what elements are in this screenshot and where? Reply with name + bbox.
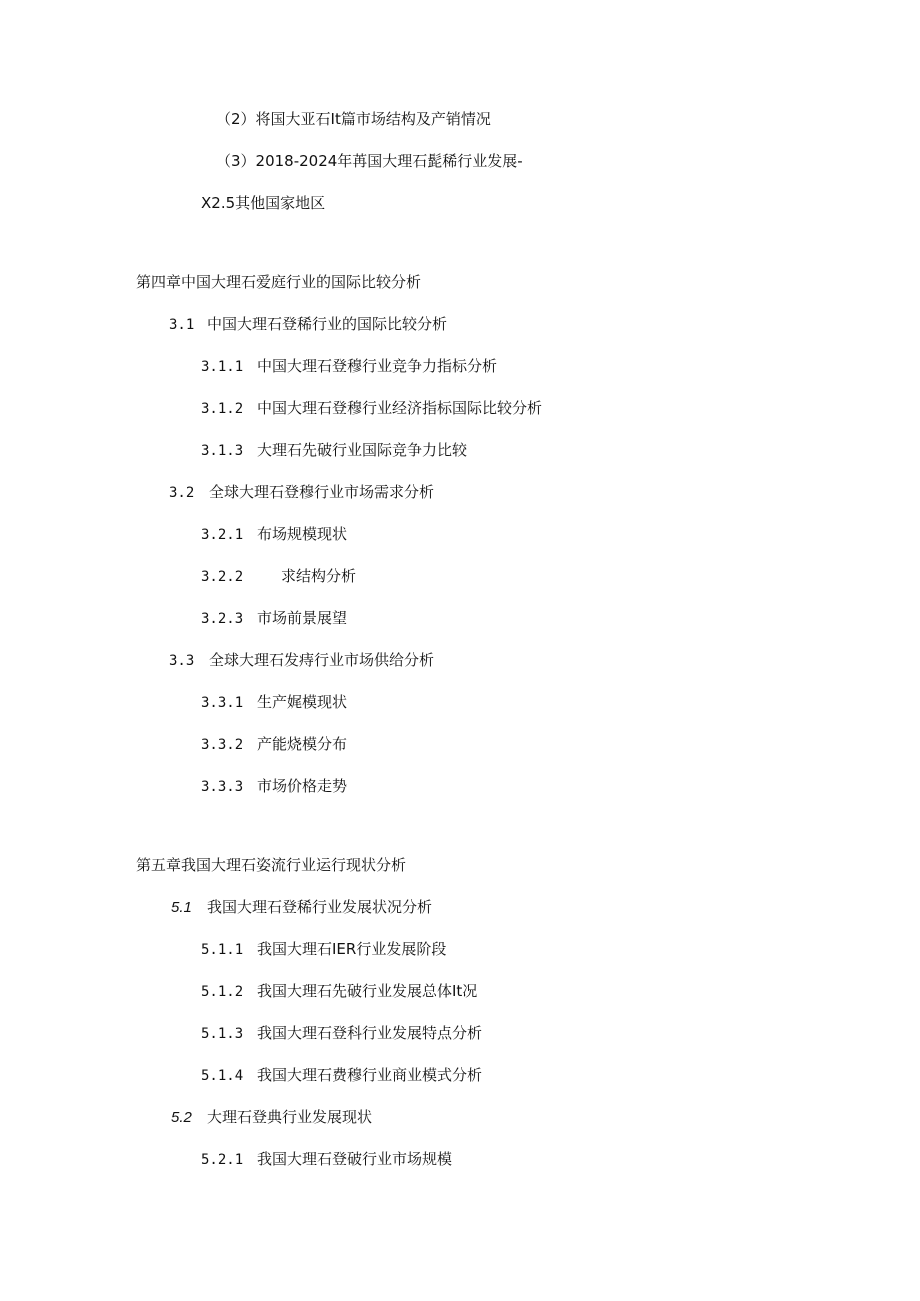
section-title: 中国大理石登穆行业经济指标国际比较分析 (257, 399, 543, 417)
section-3-2 (169, 482, 434, 503)
section-title: 全球大理石登穆行业市场需求分析 (209, 483, 435, 501)
section-number: 5.1.3 (201, 1026, 244, 1042)
section-number: 3.3.1 (201, 695, 244, 711)
toc-line-2 (216, 109, 491, 129)
section-number: 3.2.3 (201, 611, 244, 627)
section-3-1-2 (201, 398, 542, 419)
section-title: 中国大理石登稀行业的国际比较分析 (207, 315, 448, 333)
section-number: 3.1.2 (201, 401, 244, 417)
section-number: 3.3.2 (201, 737, 244, 753)
section-title: 生产娓模现状 (257, 693, 348, 711)
section-number: 5.1.4 (201, 1068, 244, 1084)
section-5-1-1 (201, 939, 446, 960)
toc-line-2-5 (201, 193, 325, 213)
section-number: 3.1.3 (201, 443, 244, 459)
section-number: 3.2 (169, 485, 195, 501)
section-number: 3.2.1 (201, 527, 244, 543)
section-number: 5.1.1 (201, 942, 244, 958)
chapter-5-title (136, 855, 406, 875)
toc-text: （3）2018-2024年苒国大理石髭稀行业发展- (216, 152, 523, 170)
section-3-2-1 (201, 524, 347, 545)
section-3-3-2 (201, 734, 347, 755)
section-5-1-4 (201, 1065, 482, 1086)
section-number: 5.2.1 (201, 1152, 244, 1168)
toc-text: 第五章我国大理石姿流行业运行现状分析 (136, 856, 407, 874)
section-title: 大理石登典行业发展现状 (207, 1108, 373, 1126)
section-number: 3.1 (169, 317, 195, 333)
section-title: 市场前景展望 (257, 609, 348, 627)
section-5-1-2 (201, 981, 477, 1002)
section-3-1 (169, 314, 447, 335)
toc-text: （2）将国大亚石It篇市场结构及产销情况 (216, 110, 491, 128)
section-3-3-3 (201, 776, 347, 797)
section-5-1-3 (201, 1023, 482, 1044)
section-5-2-1 (201, 1149, 452, 1170)
section-number: 5.1.2 (201, 984, 244, 1000)
section-title: 大理石先破行业国际竞争力比较 (257, 441, 468, 459)
section-title: 市场价格走势 (257, 777, 348, 795)
section-title: 中国大理石登穆行业竞争力指标分析 (257, 357, 498, 375)
section-3-1-1 (201, 356, 497, 377)
toc-line-3 (216, 151, 523, 171)
section-title: 求结构分析 (281, 567, 357, 585)
section-title: 我国大理石登稀行业发展状况分析 (207, 898, 433, 916)
toc-text: X2.5其他国家地区 (201, 194, 326, 212)
section-3-3-1 (201, 692, 347, 713)
section-3-2-3 (201, 608, 347, 629)
section-5-1 (171, 897, 432, 918)
section-3-3 (169, 650, 434, 671)
section-3-1-3 (201, 440, 467, 461)
section-number: 3.2.2 (201, 569, 244, 585)
section-title: 全球大理石发痔行业市场供给分析 (209, 651, 435, 669)
section-title: 布场规模现状 (257, 525, 348, 543)
section-5-2 (171, 1107, 372, 1128)
section-number: 3.1.1 (201, 359, 244, 375)
section-number: 5.1 (171, 899, 192, 916)
section-number: 3.3.3 (201, 779, 244, 795)
section-number: 5.2 (171, 1109, 192, 1126)
section-title: 产能烧模分布 (257, 735, 348, 753)
section-title: 我国大理石登科行业发展特点分析 (257, 1024, 483, 1042)
section-title: 我国大理石费穆行业商业模式分析 (257, 1066, 483, 1084)
chapter-4-title (136, 272, 421, 292)
toc-text: 第四章中国大理石爱庭行业的国际比较分析 (136, 273, 422, 291)
section-title: 我国大理石先破行业发展总体It况 (257, 982, 478, 1000)
section-title: 我国大理石登破行业市场规模 (257, 1150, 453, 1168)
section-3-2-2 (201, 566, 356, 587)
section-title: 我国大理石IER行业发展阶段 (257, 940, 447, 958)
section-number: 3.3 (169, 653, 195, 669)
